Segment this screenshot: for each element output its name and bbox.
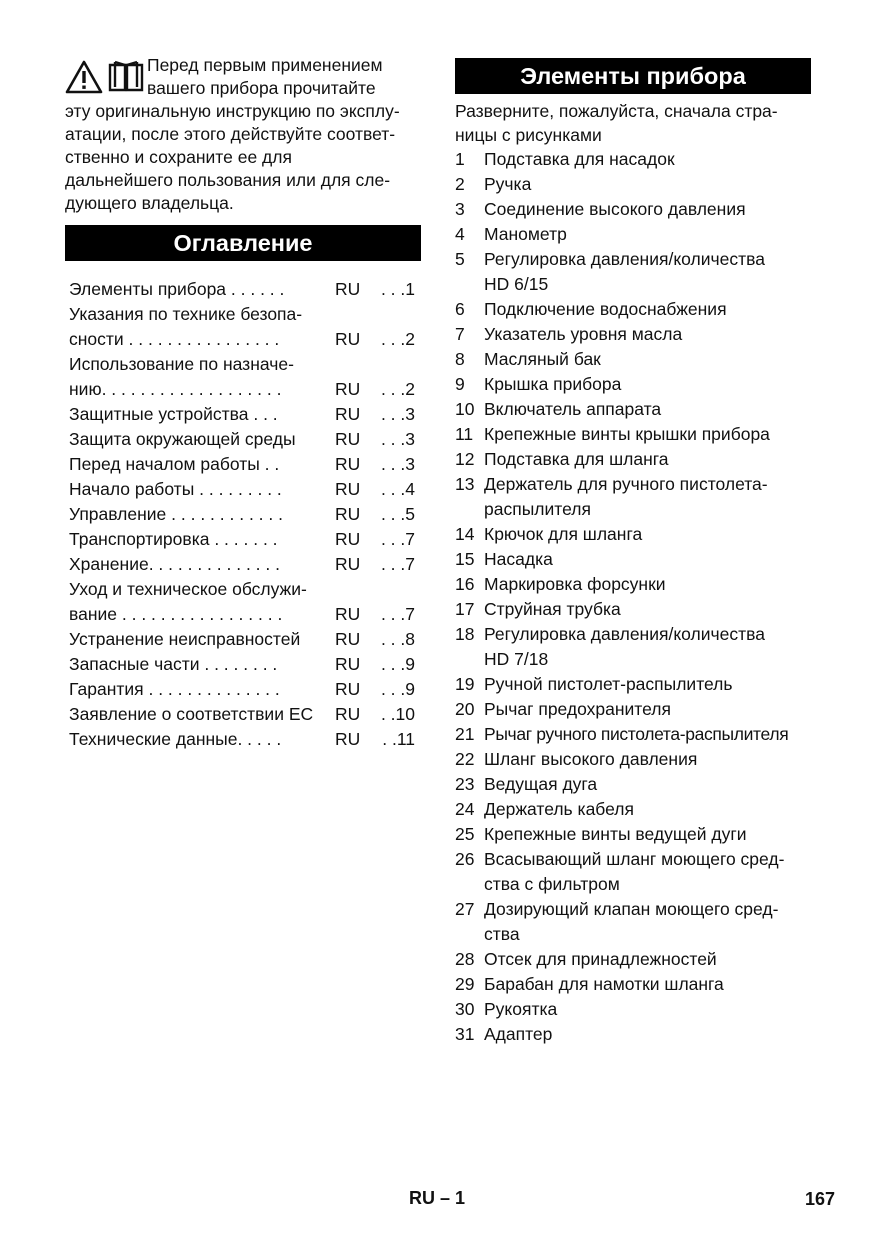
element-item-number: 22 xyxy=(455,749,475,769)
element-item-text-line: Рычаг ручного пистолета-распылителя xyxy=(484,724,789,744)
toc-entry-page: . . .5 xyxy=(380,504,415,524)
toc-entry-language: RU xyxy=(335,629,361,649)
element-item-number: 17 xyxy=(455,599,475,619)
toc-entry-title-line: Заявление о соответствии ЕС xyxy=(69,704,314,724)
element-item-text-line: Регулировка давления/количества xyxy=(484,624,765,644)
toc-entry xyxy=(65,502,421,527)
element-item-text xyxy=(484,172,811,197)
toc-entry-page: . . .9 xyxy=(380,654,415,674)
element-item-text-line: HD 7/18 xyxy=(484,649,549,669)
toc-entry-title xyxy=(69,352,335,402)
element-item-number: 20 xyxy=(455,699,475,719)
element-item-text-line: Дозирующий клапан моющего сред- xyxy=(484,899,779,919)
element-item-text xyxy=(484,747,811,772)
elements-lead xyxy=(455,100,811,147)
element-item-text xyxy=(484,822,811,847)
intro-line: вашего прибора прочитайте xyxy=(147,78,376,98)
element-item-number: 7 xyxy=(455,324,465,344)
element-item xyxy=(455,247,811,297)
toc-entry xyxy=(65,577,421,627)
element-item-text-line: Отсек для принадлежностей xyxy=(484,949,717,969)
toc-entry-title-line: Защита окружающей среды xyxy=(69,429,296,449)
element-item-text xyxy=(484,222,811,247)
intro-line: Перед первым применением xyxy=(147,55,383,75)
element-item xyxy=(455,297,811,322)
toc-entry-language: RU xyxy=(335,279,361,299)
element-item-text-line: Подключение водоснабжения xyxy=(484,299,727,319)
element-item xyxy=(455,672,811,697)
safety-icons xyxy=(65,60,147,100)
toc-entry xyxy=(65,302,421,352)
element-item-text-line: Шланг высокого давления xyxy=(484,749,698,769)
toc-entry-title xyxy=(69,452,335,477)
element-item-text-line: Регулировка давления/количества xyxy=(484,249,765,269)
element-item xyxy=(455,222,811,247)
element-item-text xyxy=(484,847,811,897)
element-item-text xyxy=(484,897,811,947)
left-column xyxy=(65,54,421,752)
element-item xyxy=(455,772,811,797)
toc-entry-title-line: Защитные устройства . . . xyxy=(69,404,278,424)
element-item-number: 31 xyxy=(455,1024,475,1044)
toc-entry xyxy=(65,277,421,302)
toc-entry-page: . . .7 xyxy=(380,604,415,624)
element-item-text xyxy=(484,672,811,697)
toc-entry-page: . . .1 xyxy=(380,279,415,299)
element-item-text xyxy=(484,622,811,672)
toc-entry-title-line: нию. . . . . . . . . . . . . . . . . . . xyxy=(69,379,282,399)
element-item xyxy=(455,622,811,672)
element-item-text xyxy=(484,197,811,222)
toc-entry-title xyxy=(69,527,335,552)
element-item-text-line: Ручной пистолет-распылитель xyxy=(484,674,733,694)
element-item-number: 11 xyxy=(455,424,474,444)
manual-book-icon xyxy=(107,60,145,94)
toc-entry xyxy=(65,402,421,427)
toc-entry-title xyxy=(69,652,335,677)
toc-entry-page: . . .7 xyxy=(380,554,415,574)
toc-entry-title xyxy=(69,427,335,452)
element-item xyxy=(455,972,811,997)
intro-line: дальнейшего пользования или для сле- xyxy=(65,170,391,190)
element-item-text xyxy=(484,997,811,1022)
element-item-text-line: Крепежные винты ведущей дуги xyxy=(484,824,747,844)
element-item-text xyxy=(484,322,811,347)
toc-entry-title xyxy=(69,702,335,727)
toc-entry-language: RU xyxy=(335,654,361,674)
toc-entry xyxy=(65,677,421,702)
toc-entry-language: RU xyxy=(335,604,361,624)
toc-entry-title xyxy=(69,302,335,352)
toc-entry xyxy=(65,702,421,727)
toc-heading: Оглавление xyxy=(65,225,421,261)
toc-entry xyxy=(65,727,421,752)
toc-entry-title-line: Хранение. . . . . . . . . . . . . . xyxy=(69,554,280,574)
toc-entry xyxy=(65,477,421,502)
toc-entry-language: RU xyxy=(335,554,361,574)
toc-entry-page: . . .3 xyxy=(380,429,415,449)
element-item-text-line: Ручка xyxy=(484,174,532,194)
toc-entry-title xyxy=(69,677,335,702)
element-item-text-line: ства с фильтром xyxy=(484,874,620,894)
element-item-number: 8 xyxy=(455,349,465,369)
toc-entry-title xyxy=(69,627,335,652)
element-item-text-line: ства xyxy=(484,924,520,944)
element-item-text xyxy=(484,797,811,822)
element-item-text-line: Рычаг предохранителя xyxy=(484,699,671,719)
element-item-text-line: Барабан для намотки шланга xyxy=(484,974,724,994)
element-item-text xyxy=(484,522,811,547)
element-list xyxy=(455,147,811,1047)
toc-list xyxy=(65,277,421,752)
element-item-text-line: Манометр xyxy=(484,224,567,244)
toc-entry-page: . . .9 xyxy=(380,679,415,699)
element-item-number: 25 xyxy=(455,824,475,844)
element-item-number: 5 xyxy=(455,249,465,269)
element-item-text-line: Указатель уровня масла xyxy=(484,324,683,344)
footer-page-number: 167 xyxy=(804,1189,835,1209)
element-item-text-line: Маркировка форсунки xyxy=(484,574,666,594)
element-item-text-line: Адаптер xyxy=(484,1024,553,1044)
element-item-text xyxy=(484,947,811,972)
element-item-text xyxy=(484,422,811,447)
toc-entry-title-line: вание . . . . . . . . . . . . . . . . . xyxy=(69,604,283,624)
toc-entry-title-line: Указания по технике безопа- xyxy=(69,304,303,324)
element-item xyxy=(455,472,811,522)
toc-entry-page: . . .3 xyxy=(380,454,415,474)
safety-intro xyxy=(65,54,421,100)
right-column xyxy=(455,58,811,1047)
toc-entry-page: . . .4 xyxy=(380,479,415,499)
element-item-number: 14 xyxy=(455,524,475,544)
element-item-text xyxy=(484,772,811,797)
toc-entry xyxy=(65,352,421,402)
toc-entry xyxy=(65,552,421,577)
element-item xyxy=(455,547,811,572)
element-item-text-line: Крышка прибора xyxy=(484,374,622,394)
toc-entry-title xyxy=(69,402,335,427)
element-item-number: 27 xyxy=(455,899,475,919)
element-item xyxy=(455,447,811,472)
intro-line: дующего владельца. xyxy=(65,193,234,213)
element-item-text-line: Подставка для насадок xyxy=(484,149,675,169)
element-item-text-line: Рукоятка xyxy=(484,999,558,1019)
element-item-text xyxy=(484,372,811,397)
element-item-number: 10 xyxy=(455,399,475,419)
element-item-text xyxy=(484,1022,811,1047)
warning-triangle-icon xyxy=(65,60,103,94)
toc-entry-title-line: Запасные части . . . . . . . . xyxy=(69,654,278,674)
element-item-number: 6 xyxy=(455,299,465,319)
element-item-text-line: Струйная трубка xyxy=(484,599,621,619)
intro-heading-text xyxy=(147,54,383,100)
toc-entry-title-line: Уход и техническое обслужи- xyxy=(69,579,307,599)
element-item xyxy=(455,822,811,847)
element-item xyxy=(455,347,811,372)
toc-entry-language: RU xyxy=(335,479,361,499)
element-item-text-line: Подставка для шланга xyxy=(484,449,669,469)
toc-entry xyxy=(65,527,421,552)
element-item-number: 9 xyxy=(455,374,465,394)
toc-entry-title-line: Гарантия . . . . . . . . . . . . . . xyxy=(69,679,280,699)
element-item-text-line: распылителя xyxy=(484,499,591,519)
element-item-number: 28 xyxy=(455,949,475,969)
element-item-text-line: Держатель кабеля xyxy=(484,799,634,819)
element-item xyxy=(455,747,811,772)
element-item-text-line: Всасывающий шланг моющего сред- xyxy=(484,849,785,869)
element-item-text xyxy=(484,572,811,597)
toc-entry xyxy=(65,627,421,652)
element-item-text-line: HD 6/15 xyxy=(484,274,549,294)
element-item xyxy=(455,897,811,947)
toc-entry-language: RU xyxy=(335,329,361,349)
element-item xyxy=(455,797,811,822)
element-item xyxy=(455,1022,811,1047)
element-item xyxy=(455,172,811,197)
toc-entry-language: RU xyxy=(335,454,361,474)
element-item-number: 15 xyxy=(455,549,475,569)
toc-entry-page: . . .8 xyxy=(380,629,415,649)
element-item-number: 2 xyxy=(455,174,465,194)
lead-line: ницы с рисунками xyxy=(455,124,602,145)
element-item-text-line: Ведущая дуга xyxy=(484,774,598,794)
toc-entry-language: RU xyxy=(335,529,361,549)
element-item-text xyxy=(484,447,811,472)
toc-entry-title-line: Начало работы . . . . . . . . . xyxy=(69,479,282,499)
element-item xyxy=(455,597,811,622)
element-item-number: 18 xyxy=(455,624,475,644)
element-item xyxy=(455,722,811,747)
element-item xyxy=(455,397,811,422)
element-item xyxy=(455,372,811,397)
element-item-number: 23 xyxy=(455,774,475,794)
toc-entry-title xyxy=(69,552,335,577)
element-item xyxy=(455,422,811,447)
toc-entry xyxy=(65,452,421,477)
element-item-text-line: Держатель для ручного пистолета- xyxy=(484,474,768,494)
footer-section-code: RU – 1 xyxy=(409,1188,466,1208)
intro-line: атации, после этого действуйте соответ- xyxy=(65,124,396,144)
element-item-number: 30 xyxy=(455,999,475,1019)
toc-entry-page: . .11 xyxy=(382,729,415,749)
element-item xyxy=(455,147,811,172)
toc-entry-title-line: Управление . . . . . . . . . . . . xyxy=(69,504,283,524)
toc-entry-title xyxy=(69,277,335,302)
toc-entry-page: . . .2 xyxy=(380,329,415,349)
element-item xyxy=(455,847,811,897)
toc-entry-language: RU xyxy=(335,404,361,424)
element-item-text xyxy=(484,472,811,522)
intro-body-text xyxy=(65,100,421,215)
element-item-text xyxy=(484,972,811,997)
toc-entry-language: RU xyxy=(335,379,361,399)
element-item-text xyxy=(484,547,811,572)
element-item xyxy=(455,572,811,597)
toc-entry-title-line: Устранение неисправностей xyxy=(69,629,301,649)
element-item-text xyxy=(484,297,811,322)
element-item xyxy=(455,997,811,1022)
element-item-text-line: Крепежные винты крышки прибора xyxy=(484,424,770,444)
toc-entry-title-line: Использование по назначе- xyxy=(69,354,294,374)
toc-entry-title-line: Перед началом работы . . xyxy=(69,454,280,474)
element-item-number: 12 xyxy=(455,449,475,469)
element-item-number: 21 xyxy=(455,724,475,744)
element-item-text xyxy=(484,397,811,422)
toc-entry-title xyxy=(69,577,335,627)
lead-line: Разверните, пожалуйста, сначала стра- xyxy=(455,101,778,121)
element-item-text-line: Крючок для шланга xyxy=(484,524,643,544)
element-item xyxy=(455,197,811,222)
element-item-text xyxy=(484,722,811,747)
element-item-number: 13 xyxy=(455,474,475,494)
element-item xyxy=(455,697,811,722)
element-item-text-line: Включатель аппарата xyxy=(484,399,662,419)
element-item-text-line: Масляный бак xyxy=(484,349,601,369)
toc-entry-title-line: Технические данные. . . . . xyxy=(69,729,282,749)
element-item-number: 4 xyxy=(455,224,465,244)
element-item xyxy=(455,947,811,972)
toc-entry-page: . .10 xyxy=(380,704,415,724)
element-item-text xyxy=(484,597,811,622)
element-item-text-line: Насадка xyxy=(484,549,553,569)
toc-entry-title-line: Транспортировка . . . . . . . xyxy=(69,529,278,549)
toc-entry-language: RU xyxy=(335,729,361,749)
toc-entry-page: . . .3 xyxy=(380,404,415,424)
element-item-number: 29 xyxy=(455,974,475,994)
element-item-text xyxy=(484,697,811,722)
element-item-number: 24 xyxy=(455,799,475,819)
element-item-number: 16 xyxy=(455,574,475,594)
element-item xyxy=(455,322,811,347)
intro-line: эту оригинальную инструкцию по эксплу- xyxy=(65,101,400,121)
toc-entry xyxy=(65,427,421,452)
element-item-number: 26 xyxy=(455,849,475,869)
toc-entry-title xyxy=(69,727,335,752)
toc-entry-page: . . .2 xyxy=(380,379,415,399)
toc-entry-title-line: Элементы прибора . . . . . . xyxy=(69,279,285,299)
toc-entry-language: RU xyxy=(335,429,361,449)
element-item-number: 19 xyxy=(455,674,475,694)
toc-entry-title-line: сности . . . . . . . . . . . . . . . . xyxy=(69,329,280,349)
element-item-text xyxy=(484,347,811,372)
toc-entry-language: RU xyxy=(335,679,361,699)
element-item-text xyxy=(484,247,811,297)
element-item-text xyxy=(484,147,811,172)
element-item-number: 3 xyxy=(455,199,465,219)
toc-entry-language: RU xyxy=(335,704,361,724)
element-item-text-line: Соединение высокого давления xyxy=(484,199,746,219)
toc-entry-language: RU xyxy=(335,504,361,524)
intro-line: ственно и сохраните ее для xyxy=(65,147,292,167)
toc-entry-page: . . .7 xyxy=(380,529,415,549)
toc-entry-title xyxy=(69,502,335,527)
toc-entry xyxy=(65,652,421,677)
toc-entry-title xyxy=(69,477,335,502)
element-item-number: 1 xyxy=(455,149,465,169)
element-item xyxy=(455,522,811,547)
elements-heading: Элементы прибора xyxy=(455,58,811,94)
